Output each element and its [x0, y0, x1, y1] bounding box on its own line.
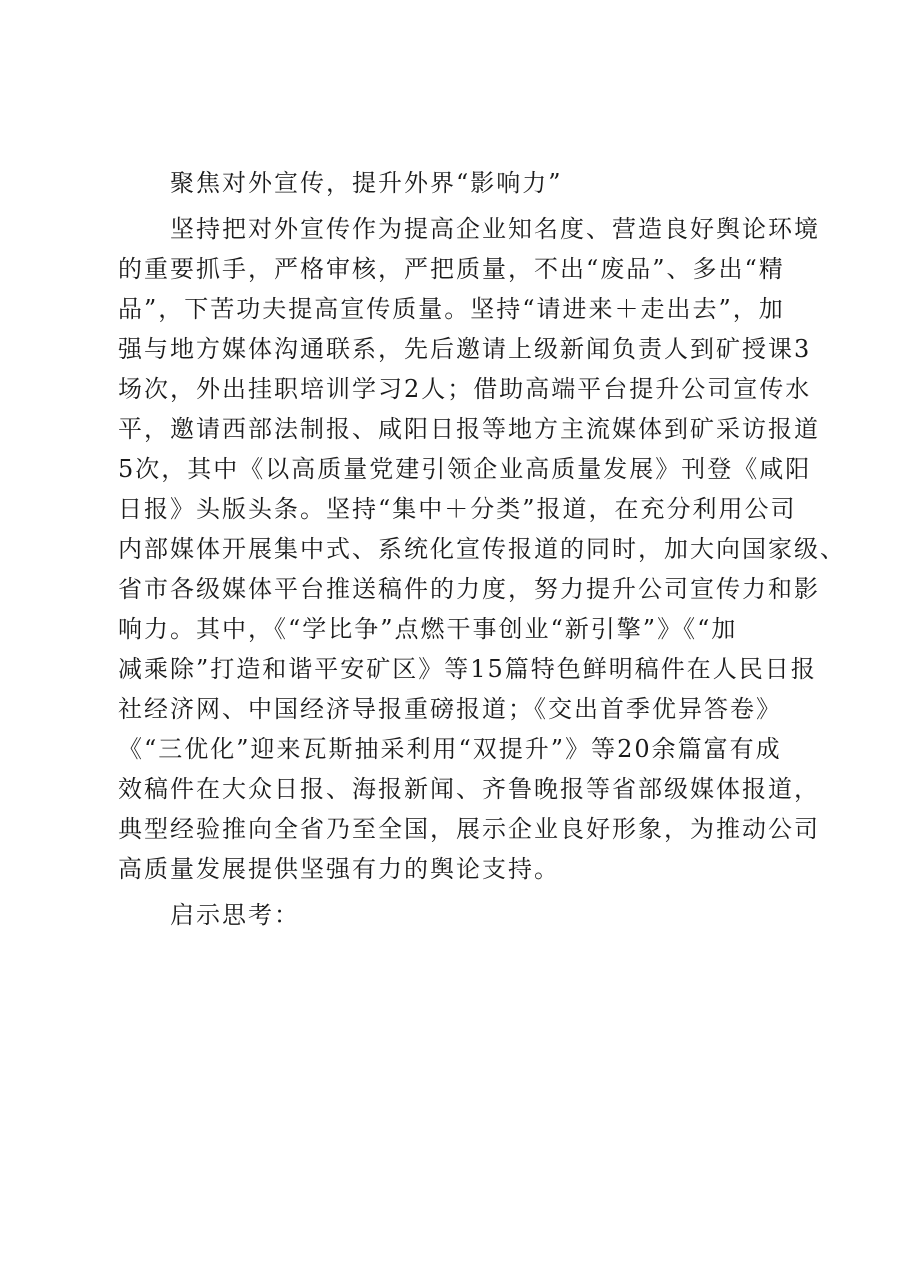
body-line: 强与地方媒体沟通联系，先后邀请上级新闻负责人到矿授课3	[118, 335, 812, 363]
body-line: 省市各级媒体平台推送稿件的力度，努力提升公司宣传力和影	[118, 575, 820, 603]
body-line: 日报》头版头条。坚持“集中＋分类”报道，在充分利用公司	[118, 495, 797, 523]
document-body	[118, 163, 846, 941]
body-line: 品”，下苦功夫提高宣传质量。坚持“请进来＋走出去”，加	[118, 295, 785, 323]
closing-heading-text: 启示思考：	[170, 901, 300, 929]
body-line: 减乘除”打造和谐平安矿区》等15篇特色鲜明稿件在人民日报	[118, 655, 817, 683]
section-heading-text: 聚焦对外宣传，提升外界“影响力”	[170, 169, 563, 197]
body-line: 坚持把对外宣传作为提高企业知名度、营造良好舆论环境	[170, 215, 820, 243]
body-line: 的重要抓手，严格审核，严把质量，不出“废品”、多出“精	[118, 255, 785, 283]
body-line: 《“三优化”迎来瓦斯抽采利用“双提升”》等20余篇富有成	[118, 735, 782, 763]
body-line: 5次，其中《以高质量党建引领企业高质量发展》刊登《咸阳	[118, 455, 812, 483]
body-line: 平，邀请西部法制报、咸阳日报等地方主流媒体到矿采访报道	[118, 415, 820, 443]
body-line: 高质量发展提供坚强有力的舆论支持。	[118, 855, 560, 883]
closing-heading	[118, 895, 798, 935]
body-line: 场次，外出挂职培训学习2人；借助高端平台提升公司宣传水	[118, 375, 812, 403]
body-paragraph	[118, 209, 846, 889]
section-heading	[118, 163, 798, 203]
body-line: 内部媒体开展集中式、系统化宣传报道的同时，加大向国家级、	[118, 535, 846, 563]
body-line: 典型经验推向全省乃至全国，展示企业良好形象，为推动公司	[118, 815, 820, 843]
body-line: 社经济网、中国经济导报重磅报道；《交出首季优异答卷》	[118, 695, 782, 723]
body-line: 效稿件在大众日报、海报新闻、齐鲁晚报等省部级媒体报道，	[118, 775, 820, 803]
body-line: 响力。其中，《“学比争”点燃干事创业“新引擎”》《“加	[118, 615, 738, 643]
